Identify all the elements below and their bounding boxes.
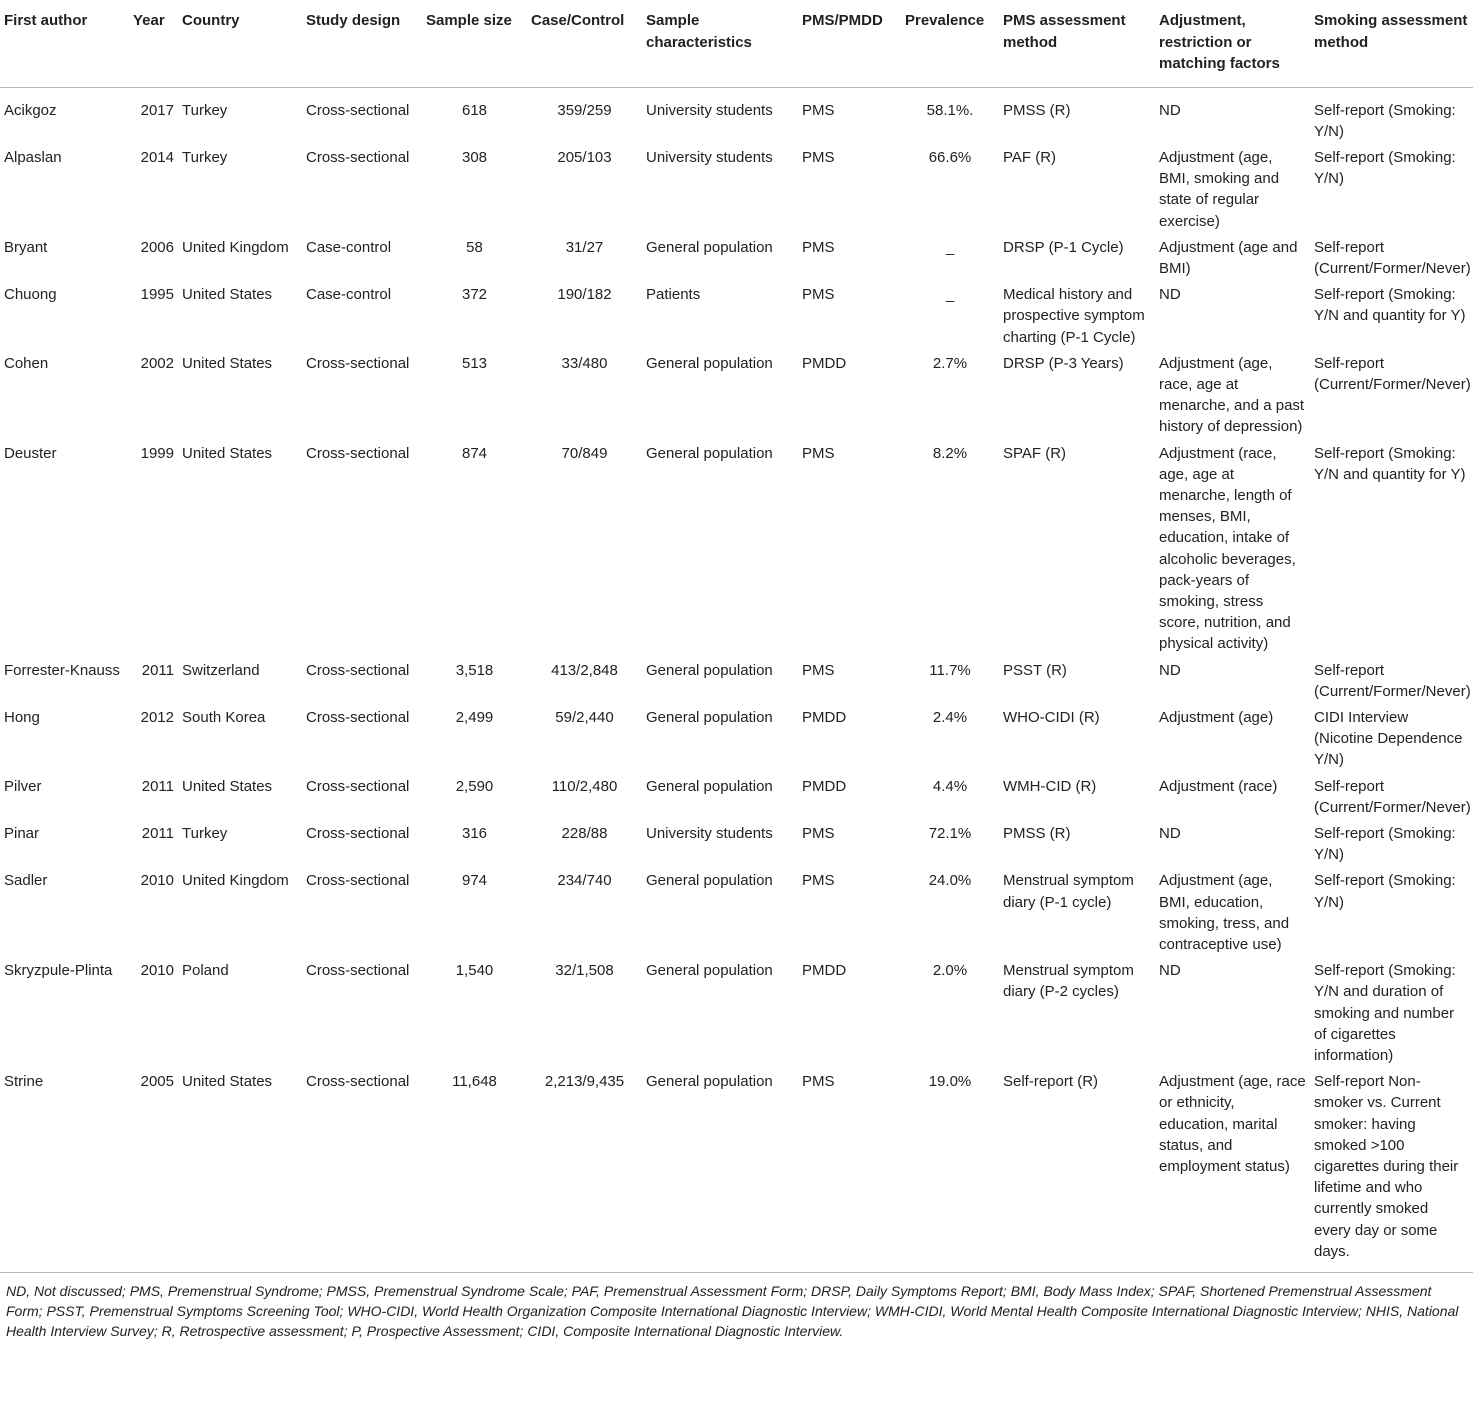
cell-year: 2012 [140, 708, 174, 726]
cell-adjustment: ND [1159, 962, 1181, 980]
table-header [0, 0, 1473, 87]
cell-smoking-assessment: Self-report (Smoking: Y/N and quantity for Y) [1314, 286, 1466, 325]
cell-prevalence: 2.0% [932, 962, 968, 980]
cell-smoking-assessment: Self-report (Current/Former/Never) [1314, 777, 1471, 816]
cell-pms-assessment: PMSS (R) [1003, 101, 1071, 119]
cell-pms-pmdd: PMS [802, 872, 835, 890]
cell-sample-size: 316 [461, 825, 488, 842]
cell-pms-assessment: Self-report (R) [999, 1071, 1155, 1272]
cell-prevalence: 2.4% [932, 708, 968, 726]
cell-prevalence: 24.0% [928, 872, 972, 890]
cell-prevalence: 66.6% [928, 148, 972, 166]
cell-case-control: 190/182 [557, 286, 612, 304]
cell-study-design: Cross-sectional [306, 148, 410, 166]
cell-smoking-assessment: Self-report (Current/Former/Never) [1314, 238, 1471, 277]
cell-adjustment: Adjustment (age, race or ethnicity, education, marital status, and employment status) [1155, 1071, 1310, 1272]
cell-pms-pmdd: PMDD [802, 708, 847, 726]
cell-sample-characteristics: University students [646, 148, 773, 166]
cell-year: 1995 [140, 286, 174, 304]
cell-pms-assessment: WHO-CIDI (R) [1003, 708, 1100, 726]
header-prevalence: Prevalence [901, 0, 999, 87]
cell-pms-assessment: PMSS (R) [1003, 825, 1071, 842]
cell-first-author: Skryzpule-Plinta [4, 962, 113, 980]
cell-first-author: Bryant [4, 238, 48, 256]
cell-sample-characteristics: General population [646, 872, 773, 890]
cell-prevalence: _ [945, 286, 955, 304]
cell-country: South Korea [182, 708, 266, 726]
header-first-author: First author [0, 0, 129, 87]
cell-sample-size: 2,499 [455, 708, 494, 726]
cell-sample-size: 308 [461, 148, 488, 166]
cell-country: United States [182, 286, 273, 304]
cell-sample-size: 513 [461, 354, 488, 372]
cell-study-design: Cross-sectional [306, 708, 410, 726]
cell-prevalence: 72.1% [928, 825, 972, 842]
cell-study-design: Cross-sectional [306, 777, 410, 795]
cell-sample-characteristics: General population [646, 354, 773, 372]
cell-adjustment: ND [1159, 101, 1181, 119]
cell-country: United States [178, 1071, 302, 1272]
cell-study-design: Cross-sectional [306, 825, 410, 842]
cell-adjustment: Adjustment (age, BMI, education, smoking, tress, and contraceptive use) [1159, 872, 1290, 954]
cell-year: 2010 [140, 872, 174, 890]
cell-sample-characteristics: General population [646, 444, 773, 462]
cell-adjustment: Adjustment (age, BMI, smoking and state of regular exercise) [1159, 148, 1280, 230]
cell-sample-size: 372 [461, 286, 488, 304]
cell-year: 2011 [141, 661, 174, 679]
header-study-design: Study design [302, 0, 422, 87]
header-smoking-assessment: Smoking assessment method [1310, 0, 1473, 87]
cell-year: 2005 [129, 1071, 178, 1272]
cell-sample-characteristics: General population [646, 962, 773, 980]
header-country: Country [178, 0, 302, 87]
table-row [0, 284, 1473, 353]
cell-sample-characteristics: General population [646, 661, 773, 679]
cell-pms-assessment: DRSP (P-1 Cycle) [1003, 238, 1124, 256]
cell-first-author: Strine [0, 1071, 129, 1272]
cell-country: Turkey [182, 825, 228, 842]
cell-country: United States [182, 354, 273, 372]
cell-study-design: Cross-sectional [306, 444, 410, 462]
cell-study-design: Case-control [306, 238, 392, 256]
cell-smoking-assessment: Self-report (Current/Former/Never) [1314, 354, 1471, 393]
cell-country: Turkey [182, 148, 228, 166]
cell-year: 1999 [140, 444, 174, 462]
cell-case-control: 110/2,480 [551, 777, 618, 795]
cell-pms-assessment: PAF (R) [1003, 148, 1057, 166]
cell-case-control: 32/1,508 [555, 962, 614, 980]
table-row [0, 1071, 1473, 1272]
cell-country: United Kingdom [182, 238, 289, 256]
cell-case-control: 70/849 [561, 444, 608, 462]
cell-study-design: Cross-sectional [306, 872, 410, 890]
header-pms-assessment: PMS assessment method [999, 0, 1155, 87]
cell-pms-pmdd: PMS [802, 661, 835, 679]
cell-study-design: Case-control [306, 286, 392, 304]
cell-year: 2014 [140, 148, 174, 166]
cell-study-design: Cross-sectional [306, 962, 410, 980]
cell-prevalence: 11.7% [929, 661, 971, 679]
cell-case-control: 31/27 [565, 238, 604, 256]
cell-pms-pmdd: PMS [802, 286, 835, 304]
cell-pms-pmdd: PMDD [802, 777, 847, 795]
cell-case-control: 205/103 [557, 148, 612, 166]
header-sample-size: Sample size [422, 0, 527, 87]
cell-smoking-assessment: Self-report (Current/Former/Never) [1314, 661, 1471, 700]
table-row [0, 660, 1473, 707]
cell-prevalence: 8.2% [932, 444, 968, 462]
cell-pms-assessment: WMH-CID (R) [1003, 777, 1097, 795]
cell-first-author: Acikgoz [4, 101, 57, 119]
cell-country: United States [182, 777, 273, 795]
cell-country: Switzerland [182, 661, 260, 679]
cell-first-author: Deuster [4, 444, 57, 462]
header-adjustment: Adjustment, restriction or matching factors [1155, 0, 1310, 87]
cell-smoking-assessment: Self-report (Smoking: Y/N) [1314, 101, 1456, 140]
cell-year: 2006 [140, 238, 174, 256]
cell-first-author: Forrester-Knauss [4, 661, 120, 679]
cell-smoking-assessment: Self-report (Smoking: Y/N) [1314, 148, 1456, 188]
cell-smoking-assessment: Self-report (Smoking: Y/N) [1314, 872, 1456, 911]
header-row [0, 0, 1473, 87]
cell-pms-pmdd: PMS [802, 101, 835, 119]
cell-first-author: Chuong [4, 286, 57, 304]
table-row [0, 776, 1473, 823]
cell-first-author: Pinar [4, 825, 40, 842]
cell-study-design: Cross-sectional [306, 661, 410, 679]
table-row [0, 823, 1473, 870]
cell-sample-characteristics: General population [642, 1071, 798, 1272]
cell-pms-pmdd: PMS [798, 1071, 901, 1272]
cell-sample-size: 11,648 [422, 1071, 527, 1272]
table-footnote: ND, Not discussed; PMS, Premenstrual Syndrome; PMSS, Premenstrual Syndrome Scale; PAF, Premenstrual Assessment Form; DRSP, Daily Symptoms Report; BMI, Body Mass Index; SPAF, Shortened Premenstrual Assessment Form; PSST, Premenstrual Symptoms Screening Tool; WHO-CIDI, World Health Organization Composite International Diagnostic Interview; WMH-CIDI, World Mental Health Composite International Diagnostic Interview; NHIS, National Health Interview Survey; R, Retrospective assessment; P, Prospective Assessment; CIDI, Composite International Diagnostic Interview. [6, 1283, 1459, 1340]
table-row [0, 147, 1473, 237]
cell-sample-size: 974 [461, 872, 488, 890]
cell-sample-size: 1,540 [455, 962, 494, 980]
cell-sample-size: 874 [461, 444, 488, 462]
cell-first-author: Hong [4, 708, 40, 726]
cell-case-control: 228/88 [561, 825, 608, 842]
cell-sample-characteristics: General population [646, 708, 773, 726]
cell-sample-characteristics: General population [646, 777, 773, 795]
cell-smoking-assessment: Self-report (Smoking: Y/N and quantity for Y) [1314, 444, 1466, 483]
cell-case-control: 33/480 [561, 354, 608, 372]
cell-first-author: Cohen [4, 354, 49, 372]
cell-case-control: 2,213/9,435 [527, 1071, 642, 1272]
cell-pms-pmdd: PMS [802, 148, 835, 166]
cell-case-control: 234/740 [557, 872, 612, 890]
cell-adjustment: ND [1159, 286, 1181, 304]
cell-pms-pmdd: PMDD [802, 354, 847, 372]
cell-country: United Kingdom [182, 872, 289, 890]
cell-pms-assessment: PSST (R) [1003, 661, 1067, 679]
cell-case-control: 359/259 [557, 101, 612, 119]
cell-adjustment: Adjustment (race) [1159, 777, 1278, 795]
cell-smoking-assessment: Self-report (Smoking: Y/N and duration of smoking and number of cigarettes information) [1314, 962, 1456, 1065]
cell-adjustment: Adjustment (age and BMI) [1159, 238, 1298, 277]
cell-adjustment: Adjustment (race, age, age at menarche, length of menses, BMI, education, intake of alcoholic beverages, pack-years of smoking, stress score, nutrition, and physical activity) [1159, 444, 1296, 653]
cell-pms-assessment: Medical history and prospective symptom charting (P-1 Cycle) [1003, 286, 1145, 346]
cell-sample-size: 58 [466, 238, 483, 256]
table-row [0, 443, 1473, 660]
cell-prevalence: 19.0% [901, 1071, 999, 1272]
cell-adjustment: Adjustment (age) [1159, 708, 1274, 726]
cell-first-author: Sadler [4, 872, 48, 890]
cell-case-control: 413/2,848 [551, 661, 618, 679]
cell-pms-pmdd: PMS [802, 238, 835, 256]
cell-sample-size: 618 [461, 101, 488, 119]
cell-pms-assessment: DRSP (P-3 Years) [1003, 354, 1124, 372]
cell-pms-assessment: Menstrual symptom diary (P-1 cycle) [1003, 872, 1134, 911]
cell-prevalence: _ [945, 238, 955, 256]
table-row [0, 353, 1473, 443]
cell-smoking-assessment: Self-report Non-smoker vs. Current smoker: having smoked >100 cigarettes during their lifetime and who currently smoked every day or some days. [1310, 1071, 1473, 1272]
table-row [0, 707, 1473, 776]
cell-first-author: Pilver [4, 777, 42, 795]
cell-prevalence: 2.7% [932, 354, 968, 372]
table-row [0, 237, 1473, 284]
cell-country: Turkey [182, 101, 228, 119]
cell-pms-pmdd: PMS [802, 825, 835, 842]
cell-sample-characteristics: Patients [646, 286, 701, 304]
table-row [0, 87, 1473, 147]
cell-study-design: Cross-sectional [302, 1071, 422, 1272]
cell-sample-size: 2,590 [455, 777, 494, 795]
cell-pms-assessment: SPAF (R) [1003, 444, 1067, 462]
cell-sample-characteristics: University students [646, 825, 773, 842]
cell-year: 2011 [141, 825, 174, 842]
table-body [0, 87, 1473, 1273]
cell-case-control: 59/2,440 [555, 708, 614, 726]
header-pms-pmdd: PMS/PMDD [798, 0, 901, 87]
cell-sample-characteristics: University students [646, 101, 773, 119]
cell-study-design: Cross-sectional [306, 354, 410, 372]
cell-pms-assessment: Menstrual symptom diary (P-2 cycles) [1003, 962, 1134, 1001]
cell-first-author: Alpaslan [4, 148, 62, 166]
cell-study-design: Cross-sectional [306, 101, 410, 119]
cell-smoking-assessment: CIDI Interview (Nicotine Dependence Y/N) [1314, 708, 1463, 769]
cell-adjustment: ND [1159, 825, 1181, 842]
table-row [0, 960, 1473, 1071]
cell-country: United States [182, 444, 273, 462]
cell-year: 2011 [141, 777, 174, 795]
cell-pms-pmdd: PMS [802, 444, 835, 462]
cell-pms-pmdd: PMDD [802, 962, 847, 980]
cell-adjustment: ND [1159, 661, 1181, 679]
cell-year: 2010 [140, 962, 174, 980]
table-row [0, 870, 1473, 960]
cell-year: 2002 [140, 354, 174, 372]
cell-smoking-assessment: Self-report (Smoking: Y/N) [1314, 825, 1456, 864]
cell-sample-characteristics: General population [646, 238, 773, 256]
header-case-control: Case/Control [527, 0, 642, 87]
cell-prevalence: 4.4% [932, 777, 968, 795]
header-sample-characteristics: Sample characteristics [642, 0, 798, 87]
cell-country: Poland [182, 962, 229, 980]
cell-sample-size: 3,518 [455, 661, 494, 679]
cell-adjustment: Adjustment (age, race, age at menarche, and a past history of depression) [1159, 354, 1305, 436]
cell-prevalence: 58.1%. [926, 101, 974, 119]
header-year: Year [129, 0, 178, 87]
cell-year: 2017 [140, 101, 174, 119]
